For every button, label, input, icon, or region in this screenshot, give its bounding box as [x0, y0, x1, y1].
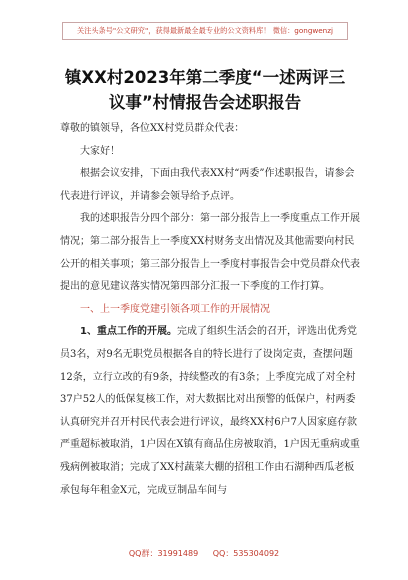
paragraph-1: 根据会议安排，下面由我代表XX村“两委”作述职报告，请参会代表进行评议，并请参会领导给予点评。 — [60, 168, 355, 202]
document-title — [40, 65, 370, 115]
footer-contact — [0, 548, 408, 559]
document-body — [60, 118, 360, 502]
title-line-2: 议事”村情报告会述职报告 — [108, 93, 302, 112]
hello-line: 大家好！ — [80, 145, 120, 157]
section-heading-1: 一、上一季度党建引领各项工作的开展情况 — [80, 303, 270, 315]
title-line-1: 镇XX村2023年第二季度“一述两评三 — [64, 68, 346, 87]
header-banner: 关注头条号"公文研究"，获得最新最全最专业的公文资料库！ 微信：gongwenzj — [62, 22, 348, 40]
greeting: 尊敬的镇领导，各位XX村党员群众代表： — [60, 123, 245, 134]
item-1 — [60, 321, 360, 502]
footer-qq: QQ：535304092 — [212, 549, 280, 558]
item-1-body: 完成了组织生活会的召开，评选出优秀党员3名，对9名无职党员根据各自的特长进行了设岗定责，查摆问题12条，立行立改的有9条，持续整改的有3条；上季度完成了对全村37户52人的低保复核工作，对大数据比对出预警的低保户，村两委认真研究并召开村民代表会进行评议，最终XX村6户7人因家庭存款严重超标被取消，1户因在X镇有商品住房被取消，1户因无重病或重残病例被取消；完成了XX村蔬菜大棚的招租工作由石湖种西瓜老板承包每年租金X元，完成豆制品车间与 — [60, 326, 360, 496]
paragraph-2: 我的述职报告分四个部分：第一部分报告上一季度重点工作开展情况；第二部分报告上一季度XX村财务支出情况及其他需要向村民公开的相关事项；第三部分报告上一季度村事报告会中党员群众代表提出的意见建议落实情况第四部分汇报一下季度的工作打算。 — [60, 213, 360, 293]
footer-qq-group: QQ群：31991489 — [128, 549, 199, 558]
item-1-lead: 1、重点工作的开展。 — [80, 326, 177, 338]
